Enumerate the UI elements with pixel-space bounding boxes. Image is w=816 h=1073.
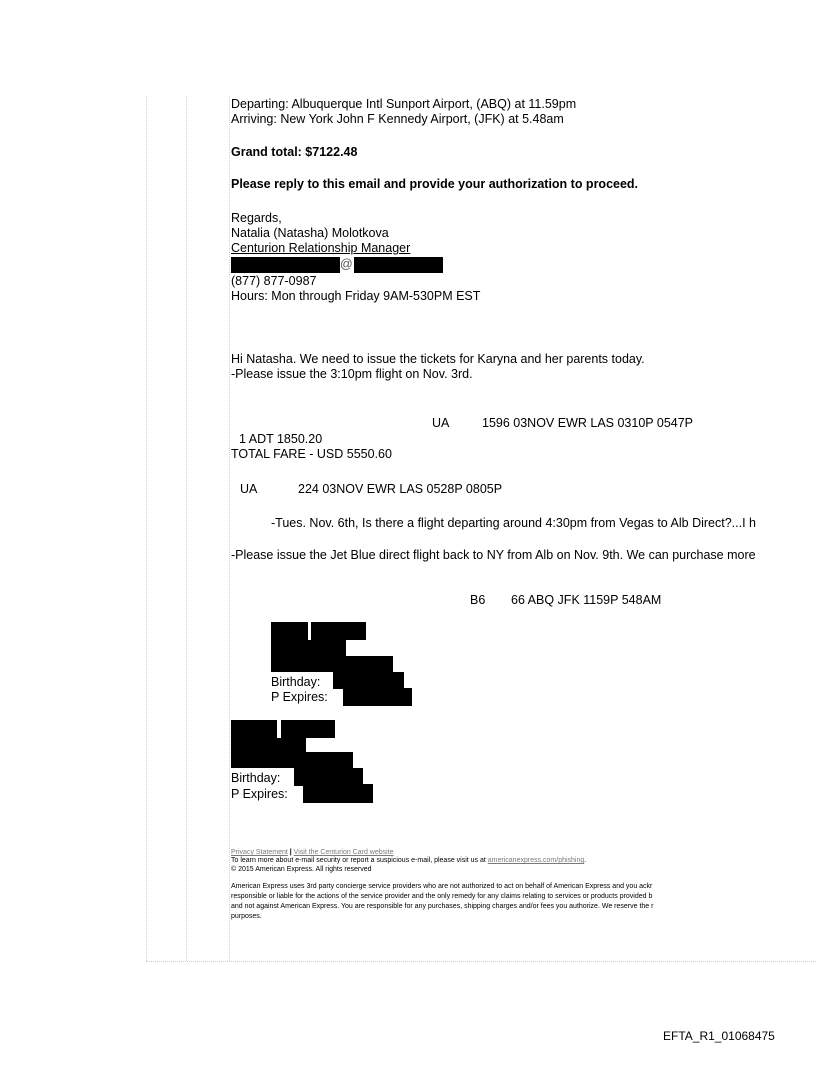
reply-issue-line: -Please issue the 3:10pm flight on Nov. 3rd. [231, 367, 473, 381]
left-border-outer [146, 96, 147, 961]
bottom-border [146, 961, 816, 962]
sender-name: Natalia (Natasha) Molotkova [231, 226, 389, 240]
flight1-details: 1596 03NOV EWR LAS 0310P 0547P [482, 416, 694, 430]
passenger2-birthday-label: Birthday: [231, 771, 281, 785]
flight3-carrier: B6 [470, 593, 486, 607]
centurion-website-link[interactable]: Visit the Centurion Card website [293, 849, 394, 856]
phishing-link[interactable]: americanexpress.com/phishing [487, 857, 585, 864]
footer-disclaimer-2: responsible or liable for the actions of the service provider and the only remedy for any claims relating to services or products provided b [231, 893, 653, 900]
passenger2-passport-label: P Expires: [231, 787, 288, 801]
footer-disclaimer-1: American Express uses 3rd party concierge service providers who are not authorized to act on behalf of American Express and you ackr [231, 883, 653, 890]
sender-hours: Hours: Mon through Friday 9AM-530PM EST [231, 289, 481, 303]
redaction-passenger1-first [271, 622, 308, 640]
redaction-passenger1-birthday [333, 672, 404, 689]
grand-total: Grand total: $7122.48 [231, 145, 358, 159]
arriving-line: Arriving: New York John F Kennedy Airport, (JFK) at 5.48am [231, 112, 564, 126]
content-border [229, 96, 230, 961]
footer-disclaimer-3: and not against American Express. You are responsible for any purchases, shipping charges and/or fees you authorize. We reserve the r [231, 903, 654, 910]
jetblue-request: -Please issue the Jet Blue direct flight back to NY from Alb on Nov. 9th. We can purchase more [231, 548, 756, 562]
footer-disclaimer-4: purposes. [231, 913, 262, 920]
learn-more-end: . [584, 857, 587, 864]
regards: Regards, [231, 211, 282, 225]
sender-phone: (877) 877-0987 [231, 274, 317, 288]
departing-line: Departing: Albuquerque Intl Sunport Airport, (ABQ) at 11.59pm [231, 97, 577, 111]
flight3-details: 66 ABQ JFK 1159P 548AM [511, 593, 662, 607]
passenger1-birthday-label: Birthday: [271, 675, 321, 689]
total-fare: TOTAL FARE - USD 5550.60 [231, 447, 392, 461]
footer-learn-more [231, 857, 586, 866]
reply-greeting: Hi Natasha. We need to issue the tickets for Karyna and her parents today. [231, 352, 645, 366]
footer-copyright: © 2015 American Express. All rights reserved [231, 865, 372, 873]
redaction-passenger2-last [281, 720, 335, 738]
reply-request: Please reply to this email and provide your authorization to proceed. [231, 177, 639, 191]
flight2-details: 224 03NOV EWR LAS 0528P 0805P [298, 482, 503, 496]
privacy-statement-link[interactable]: Privacy Statement [231, 849, 288, 856]
redaction-passenger2-line2 [231, 738, 306, 752]
flight2-carrier: UA [240, 482, 258, 496]
document-id: EFTA_R1_01068475 [663, 1029, 775, 1043]
tues-question: -Tues. Nov. 6th, Is there a flight departing around 4:30pm from Vegas to Alb Direct?...I h [271, 516, 756, 530]
redaction-passenger1-line2 [271, 640, 346, 656]
learn-more-text: To learn more about e-mail security or report a suspicious e-mail, please visit us at [231, 857, 488, 864]
redaction-passenger1-line3 [271, 656, 393, 672]
adt-fare: 1 ADT 1850.20 [239, 432, 323, 446]
redaction-email-domain [354, 257, 443, 273]
redaction-passenger2-passport [303, 784, 373, 803]
flight1-carrier: UA [432, 416, 450, 430]
left-border-inner [186, 96, 187, 961]
redaction-passenger2-first [231, 720, 277, 738]
sender-title: Centurion Relationship Manager [231, 241, 411, 255]
passenger1-passport-label: P Expires: [271, 690, 328, 704]
email-at-sign: @ [340, 257, 353, 271]
redaction-passenger1-passport [343, 688, 412, 706]
redaction-email-user [231, 257, 340, 273]
redaction-passenger2-line3 [231, 752, 353, 768]
footer-separator: | [287, 849, 294, 856]
redaction-passenger1-last [311, 622, 366, 640]
